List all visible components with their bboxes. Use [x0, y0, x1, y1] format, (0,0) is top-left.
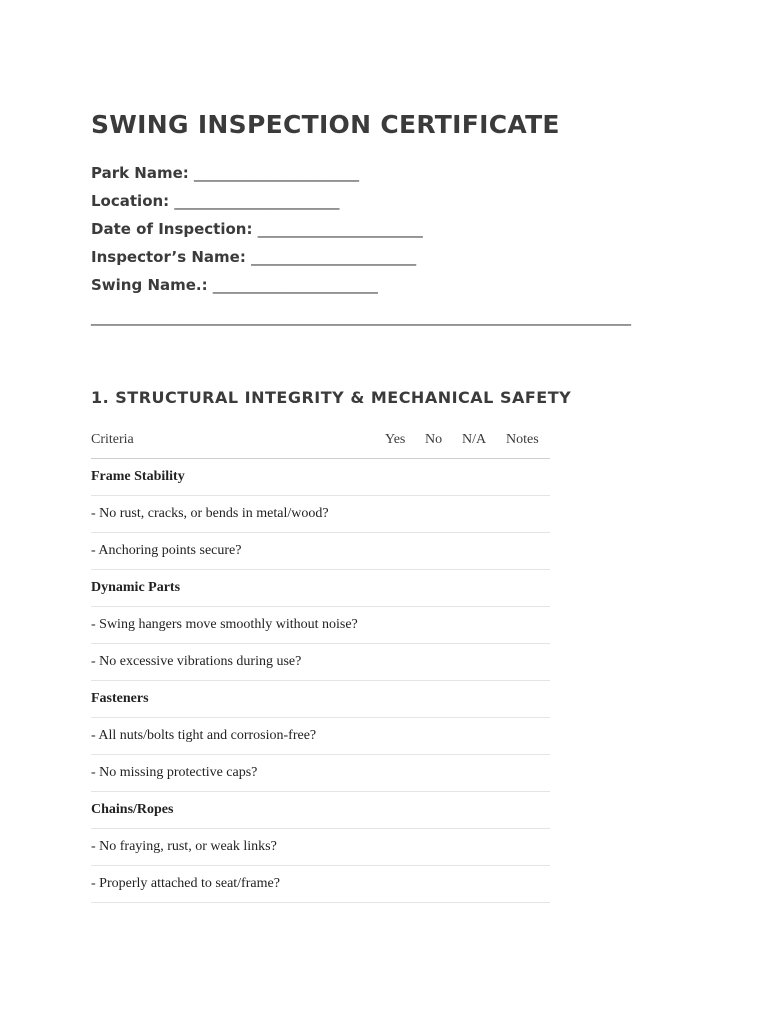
no-cell	[425, 829, 462, 866]
table-row	[91, 570, 550, 607]
no-cell	[425, 459, 462, 496]
na-cell	[462, 570, 506, 607]
header-fields	[91, 163, 423, 303]
blank-line: ______________________	[174, 192, 340, 210]
blank-line: ______________________	[212, 276, 378, 294]
notes-cell	[506, 718, 550, 755]
field-inspector-name	[91, 247, 423, 275]
no-cell	[425, 681, 462, 718]
yes-cell	[385, 866, 425, 903]
field-label: Date of Inspection:	[91, 220, 253, 238]
criteria-cell: - Swing hangers move smoothly without noise?	[91, 607, 385, 644]
separator-line: ________________________________________________________________________	[91, 308, 631, 326]
field-label: Inspector’s Name:	[91, 248, 246, 266]
blank-line: ______________________	[251, 248, 417, 266]
notes-cell	[506, 644, 550, 681]
table-row	[91, 681, 550, 718]
section-heading: 1. STRUCTURAL INTEGRITY & MECHANICAL SAFETY	[91, 388, 572, 407]
notes-cell	[506, 570, 550, 607]
table-row	[91, 866, 550, 903]
table-row	[91, 644, 550, 681]
notes-cell	[506, 792, 550, 829]
field-label: Location:	[91, 192, 170, 210]
na-cell	[462, 866, 506, 903]
no-cell	[425, 496, 462, 533]
field-label: Park Name:	[91, 164, 189, 182]
criteria-cell: - Properly attached to seat/frame?	[91, 866, 385, 903]
no-cell	[425, 644, 462, 681]
checklist-table	[91, 421, 550, 903]
no-cell	[425, 866, 462, 903]
table-row	[91, 755, 550, 792]
field-swing-name	[91, 275, 423, 303]
table-row	[91, 459, 550, 496]
notes-cell	[506, 829, 550, 866]
notes-cell	[506, 459, 550, 496]
yes-cell	[385, 607, 425, 644]
na-cell	[462, 459, 506, 496]
na-cell	[462, 607, 506, 644]
notes-cell	[506, 866, 550, 903]
yes-cell	[385, 829, 425, 866]
criteria-cell: - No missing protective caps?	[91, 755, 385, 792]
criteria-cell: - No excessive vibrations during use?	[91, 644, 385, 681]
table-row	[91, 829, 550, 866]
no-cell	[425, 718, 462, 755]
no-cell	[425, 607, 462, 644]
na-cell	[462, 681, 506, 718]
na-cell	[462, 829, 506, 866]
criteria-cell: - No rust, cracks, or bends in metal/wood?	[91, 496, 385, 533]
column-header-no: No	[425, 421, 462, 459]
yes-cell	[385, 533, 425, 570]
yes-cell	[385, 496, 425, 533]
column-header-yes: Yes	[385, 421, 425, 459]
field-label: Swing Name.:	[91, 276, 208, 294]
criteria-cell: Fasteners	[91, 681, 385, 718]
field-location	[91, 191, 423, 219]
table-row	[91, 533, 550, 570]
na-cell	[462, 533, 506, 570]
criteria-cell: - All nuts/bolts tight and corrosion-free?	[91, 718, 385, 755]
table-row	[91, 718, 550, 755]
criteria-cell: Frame Stability	[91, 459, 385, 496]
yes-cell	[385, 644, 425, 681]
column-header-notes: Notes	[506, 421, 550, 459]
column-header-na: N/A	[462, 421, 506, 459]
na-cell	[462, 792, 506, 829]
yes-cell	[385, 718, 425, 755]
criteria-cell: - Anchoring points secure?	[91, 533, 385, 570]
table-row	[91, 496, 550, 533]
notes-cell	[506, 755, 550, 792]
criteria-cell: Chains/Ropes	[91, 792, 385, 829]
column-header-criteria: Criteria	[91, 421, 385, 459]
criteria-cell: - No fraying, rust, or weak links?	[91, 829, 385, 866]
blank-line: ______________________	[257, 220, 423, 238]
blank-line: ______________________	[194, 164, 360, 182]
na-cell	[462, 755, 506, 792]
yes-cell	[385, 570, 425, 607]
table-row	[91, 792, 550, 829]
notes-cell	[506, 681, 550, 718]
criteria-cell: Dynamic Parts	[91, 570, 385, 607]
no-cell	[425, 533, 462, 570]
page-title: SWING INSPECTION CERTIFICATE	[91, 110, 560, 139]
notes-cell	[506, 607, 550, 644]
yes-cell	[385, 792, 425, 829]
no-cell	[425, 755, 462, 792]
no-cell	[425, 570, 462, 607]
field-date-of-inspection	[91, 219, 423, 247]
na-cell	[462, 718, 506, 755]
yes-cell	[385, 459, 425, 496]
field-park-name	[91, 163, 423, 191]
na-cell	[462, 496, 506, 533]
no-cell	[425, 792, 462, 829]
na-cell	[462, 644, 506, 681]
table-header-row	[91, 421, 550, 459]
notes-cell	[506, 496, 550, 533]
table-row	[91, 607, 550, 644]
yes-cell	[385, 681, 425, 718]
yes-cell	[385, 755, 425, 792]
notes-cell	[506, 533, 550, 570]
